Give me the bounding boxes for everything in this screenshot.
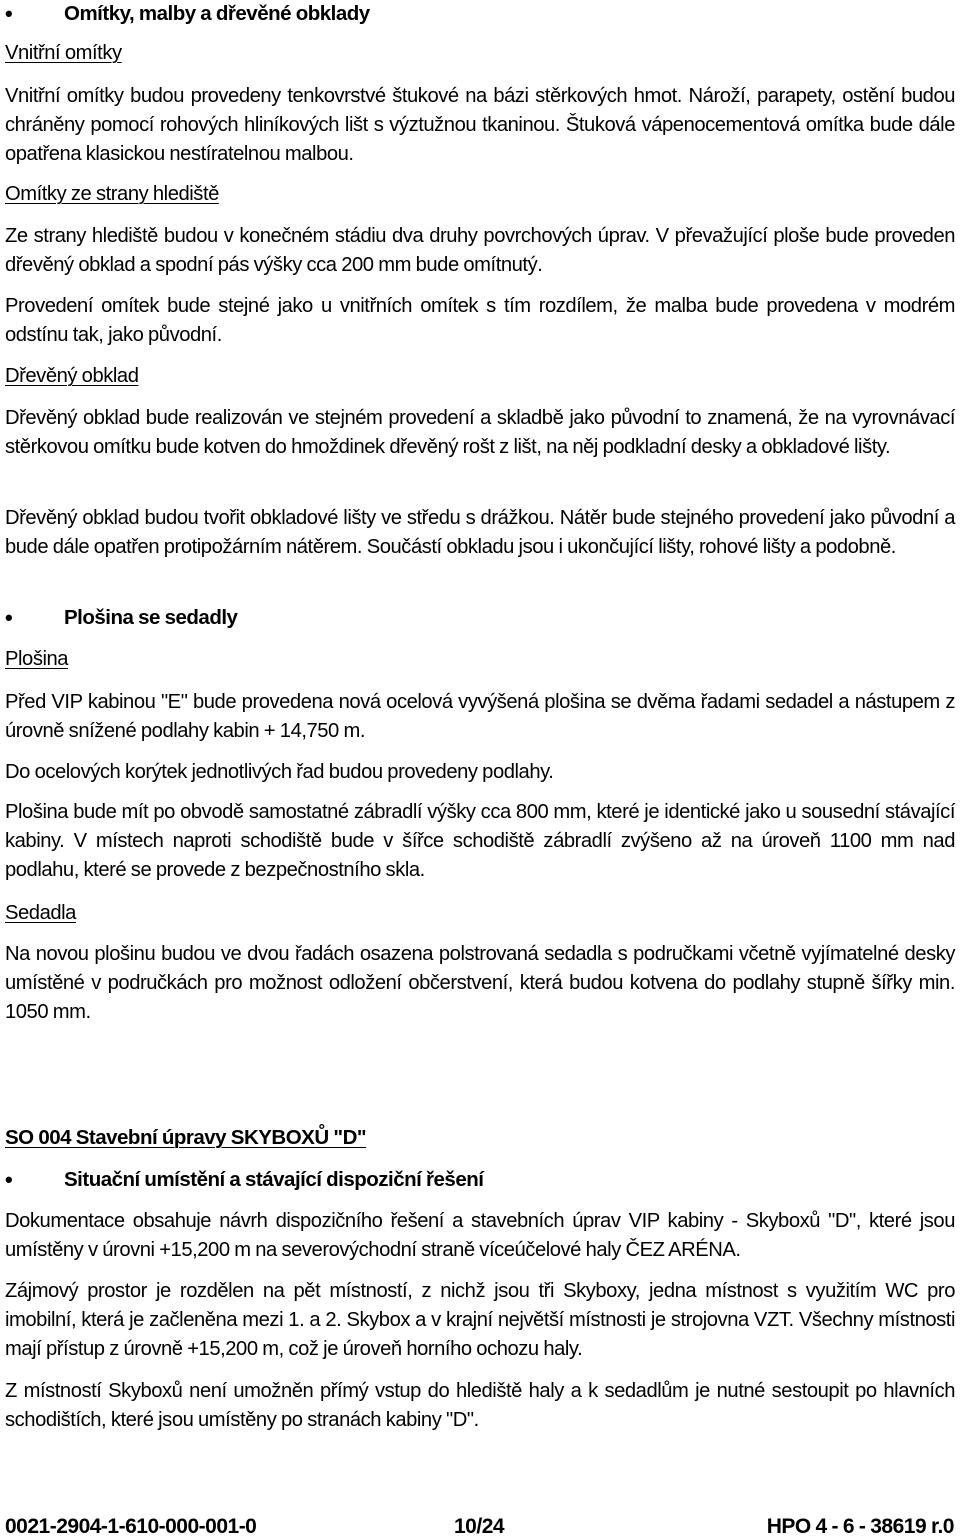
- paragraph: Vnitřní omítky budou provedeny tenkovrstvé štukové na bázi stěrkových hmot. Nároží, parapety, ostění budou chráněny pomocí rohových hliníkových lišt s výztužnou tkaninou. Štuková vápenocementová omítka bude dále opatřena klasickou nestíratelnou malbou.: [5, 85, 955, 165]
- bullet-icon: •: [5, 1, 13, 26]
- paragraph: Provedení omítek bude stejné jako u vnitřních omítek s tím rozdílem, že malba bude provedena v modrém odstínu tak, jako původní.: [5, 295, 955, 346]
- paragraph: Dřevěný obklad budou tvořit obkladové lišty ve středu s drážkou. Nátěr bude stejného provedení jako původní a bude dále opatřen protipožárním nátěrem. Součástí obkladu jsou i ukončující lišty, rohové lišty a podobně.: [5, 507, 955, 558]
- paragraph: Zájmový prostor je rozdělen na pět místností, z nichž jsou tři Skyboxy, jedna místnost s využitím WC pro imobilní, která je začleněna mezi 1. a 2. Skybox a v krajní největší místnosti je strojovna VZT. Všechny místnosti mají přístup z úrovně +15,200 m, což je úroveň horního ochozu haly.: [5, 1280, 955, 1360]
- so-004-heading: SO 004 Stavební úpravy SKYBOXŮ "D": [5, 1126, 367, 1149]
- paragraph: Ze strany hlediště budou v konečném stádiu dva druhy povrchových úprav. V převažující ploše bude proveden dřevěný obklad a spodní pás výšky cca 200 mm bude omítnutý.: [5, 225, 955, 276]
- section-title-plosina: Plošina se sedadly: [64, 606, 238, 629]
- section-title-situacni: Situační umístění a stávající dispoziční řešení: [64, 1168, 484, 1191]
- subheading-sedadla: Sedadla: [5, 902, 76, 924]
- subheading-omitky-hlediste: Omítky ze strany hlediště: [5, 183, 219, 205]
- paragraph: Před VIP kabinou "E" bude provedena nová ocelová vyvýšená plošina se dvěma řadami sedadel a nástupem z úrovně snížené podlahy kabin + 14,750 m.: [5, 691, 955, 742]
- paragraph: Do ocelových korýtek jednotlivých řad budou provedeny podlahy.: [5, 761, 554, 783]
- section-title-omitky: Omítky, malby a dřevěné obklady: [64, 2, 370, 25]
- subheading-plosina: Plošina: [5, 648, 69, 670]
- bullet-icon: •: [5, 605, 13, 630]
- paragraph: Dřevěný obklad bude realizován ve stejném provedení a skladbě jako původní to znamená, že na vyrovnávací stěrkovou omítku bude kotven do hmoždinek dřevěný rošt z lišt, na něj podkladní desky a obkladové lišty.: [5, 407, 955, 458]
- paragraph: Na novou plošinu budou ve dvou řadách osazena polstrovaná sedadla s područkami včetně vyjímatelné desky umístěné v područkách pro možnost odložení občerstvení, která budou kotvena do podlahy stupně šířky min. 1050 mm.: [5, 943, 955, 1023]
- footer-revision: HPO 4 - 6 - 38619 r.0: [766, 1515, 954, 1538]
- paragraph: Plošina bude mít po obvodě samostatné zábradlí výšky cca 800 mm, které je identické jako u sousední stávající kabiny. V místech naproti schodiště bude v šířce schodiště zábradlí zvýšeno až na úroveň 1100 mm nad podlahu, které se provede z bezpečnostního skla.: [5, 801, 955, 881]
- bullet-icon: •: [5, 1167, 13, 1192]
- paragraph: Dokumentace obsahuje návrh dispozičního řešení a stavebních úprav VIP kabiny - Skyboxů "D", které jsou umístěny v úrovni +15,200 m na severovýchodní straně víceúčelové haly ČEZ ARÉNA.: [5, 1210, 955, 1261]
- footer-doc-number: 0021-2904-1-610-000-001-0: [5, 1515, 257, 1538]
- footer-page-number: 10/24: [454, 1515, 505, 1538]
- paragraph: Z místností Skyboxů není umožněn přímý vstup do hlediště haly a k sedadlům je nutné sestoupit po hlavních schodištích, které jsou umístěny po stranách kabiny "D".: [5, 1380, 955, 1431]
- subheading-dreveny-obklad: Dřevěný obklad: [5, 365, 139, 387]
- subheading-vnitrni-omitky: Vnitřní omítky: [5, 42, 122, 64]
